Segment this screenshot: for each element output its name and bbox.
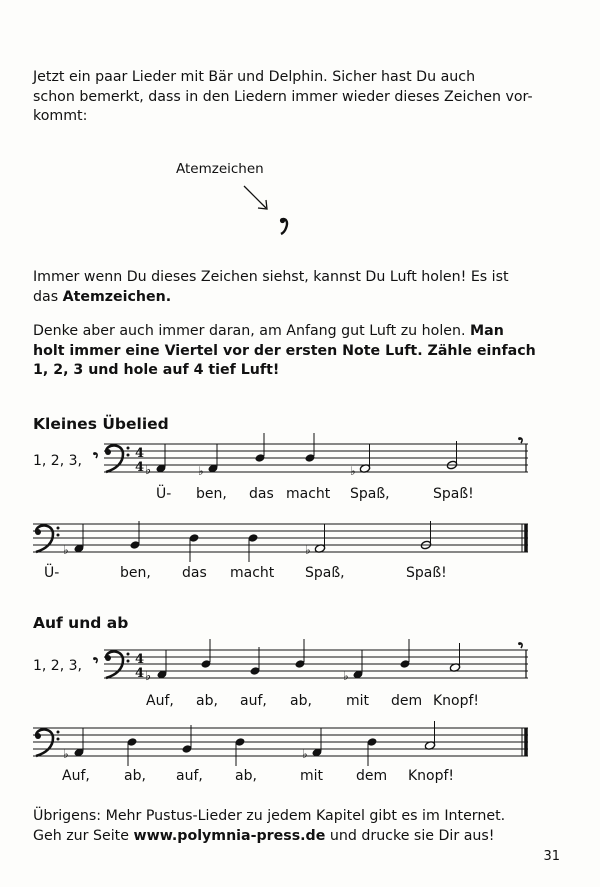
song1-lyric: ben,	[196, 486, 227, 502]
song2-lyric: ab,	[196, 693, 218, 709]
page-number: 31	[543, 849, 560, 864]
instruction-line-3: 1, 2, 3 und hole auf 4 tief Luft!	[33, 362, 280, 378]
instruction-line-1-text: Denke aber auch immer daran, am Anfang gut Luft zu holen.	[33, 323, 470, 339]
song2-lyric: auf,	[240, 693, 267, 709]
footer-line-2-text: Geh zur Seite	[33, 827, 134, 844]
song2-lyric: ab,	[290, 693, 312, 709]
song1-lyric: macht	[286, 486, 331, 502]
instruction-line-2: holt immer eine Viertel vor der ersten Note Luft. Zähle einfach	[33, 342, 536, 359]
bass-clef-icon	[105, 651, 130, 678]
song2-count-in: 1, 2, 3,	[33, 658, 82, 674]
svg-text:♭: ♭	[198, 464, 204, 478]
intro-line-1: Jetzt ein paar Lieder mit Bär und Delphin. Sicher hast Du auch	[33, 69, 476, 85]
footer-line-1: Übrigens: Mehr Pustus-Lieder zu jedem Kapitel gibt es im Internet.	[33, 808, 506, 824]
svg-text:♭: ♭	[145, 669, 152, 684]
bass-clef-icon	[35, 729, 60, 756]
svg-text:4: 4	[135, 460, 145, 475]
song2-lyric: ab,	[124, 768, 146, 784]
svg-text:4: 4	[135, 666, 145, 681]
svg-text:♭: ♭	[350, 464, 356, 478]
song1-count-in: 1, 2, 3,	[33, 453, 82, 469]
song2-lyric: mit	[300, 768, 324, 784]
breath-term: Atemzeichen.	[62, 288, 172, 305]
song1-lyric: Spaß!	[406, 565, 447, 581]
song1-lyric: Spaß,	[350, 486, 390, 502]
svg-text:♭: ♭	[343, 669, 349, 683]
song2-lyric: Knopf!	[433, 693, 480, 709]
song2-lyric: Auf,	[62, 768, 90, 784]
svg-text:♭: ♭	[302, 747, 308, 761]
song1-lyric: Spaß,	[305, 565, 345, 581]
intro-line-2: schon bemerkt, dass in den Liedern immer wieder dieses Zeichen vor-	[33, 88, 533, 105]
svg-text:♭: ♭	[305, 543, 311, 557]
song2-lyric: Knopf!	[408, 768, 455, 784]
song2-staff-1	[104, 650, 528, 678]
song2-lyric: ab,	[235, 768, 257, 784]
song1-lyric: Spaß!	[433, 486, 474, 502]
song2-lyric: auf,	[176, 768, 203, 784]
song2-staff-2	[33, 728, 528, 756]
footer-line-2-end: und drucke sie Dir aus!	[325, 827, 495, 844]
song2-lyric: Auf,	[146, 693, 174, 709]
song1-lyric: das	[249, 486, 274, 502]
song2-title: Auf und ab	[33, 614, 129, 632]
song1-lyric: Ü-	[156, 486, 172, 502]
atemzeichen-label: Atemzeichen	[176, 161, 264, 177]
breath-line-1: Immer wenn Du dieses Zeichen siehst, kannst Du Luft holen! Es ist	[33, 269, 509, 285]
website-link[interactable]: www.polymnia-press.de	[133, 827, 326, 844]
svg-text:♭: ♭	[63, 747, 69, 761]
svg-text:♭: ♭	[145, 463, 152, 478]
song1-lyric: das	[182, 565, 207, 581]
svg-text:4: 4	[135, 446, 145, 461]
svg-text:4: 4	[135, 652, 145, 667]
song1-lyric: Ü-	[44, 565, 60, 581]
song2-lyric: dem	[391, 693, 423, 709]
svg-text:♭: ♭	[63, 543, 69, 557]
song2-lyric: mit	[346, 693, 370, 709]
song1-lyric: macht	[230, 565, 275, 581]
song1-lyric: ben,	[120, 565, 151, 581]
footer-paragraph	[33, 807, 563, 846]
footer-line-2	[33, 827, 563, 847]
intro-line-3: kommt:	[33, 108, 88, 124]
breath-line-2-text: das	[33, 288, 63, 305]
instruction-line-1-bold: Man	[470, 323, 504, 339]
song1-title: Kleines Übelied	[33, 415, 169, 433]
song2-lyric: dem	[356, 768, 388, 784]
